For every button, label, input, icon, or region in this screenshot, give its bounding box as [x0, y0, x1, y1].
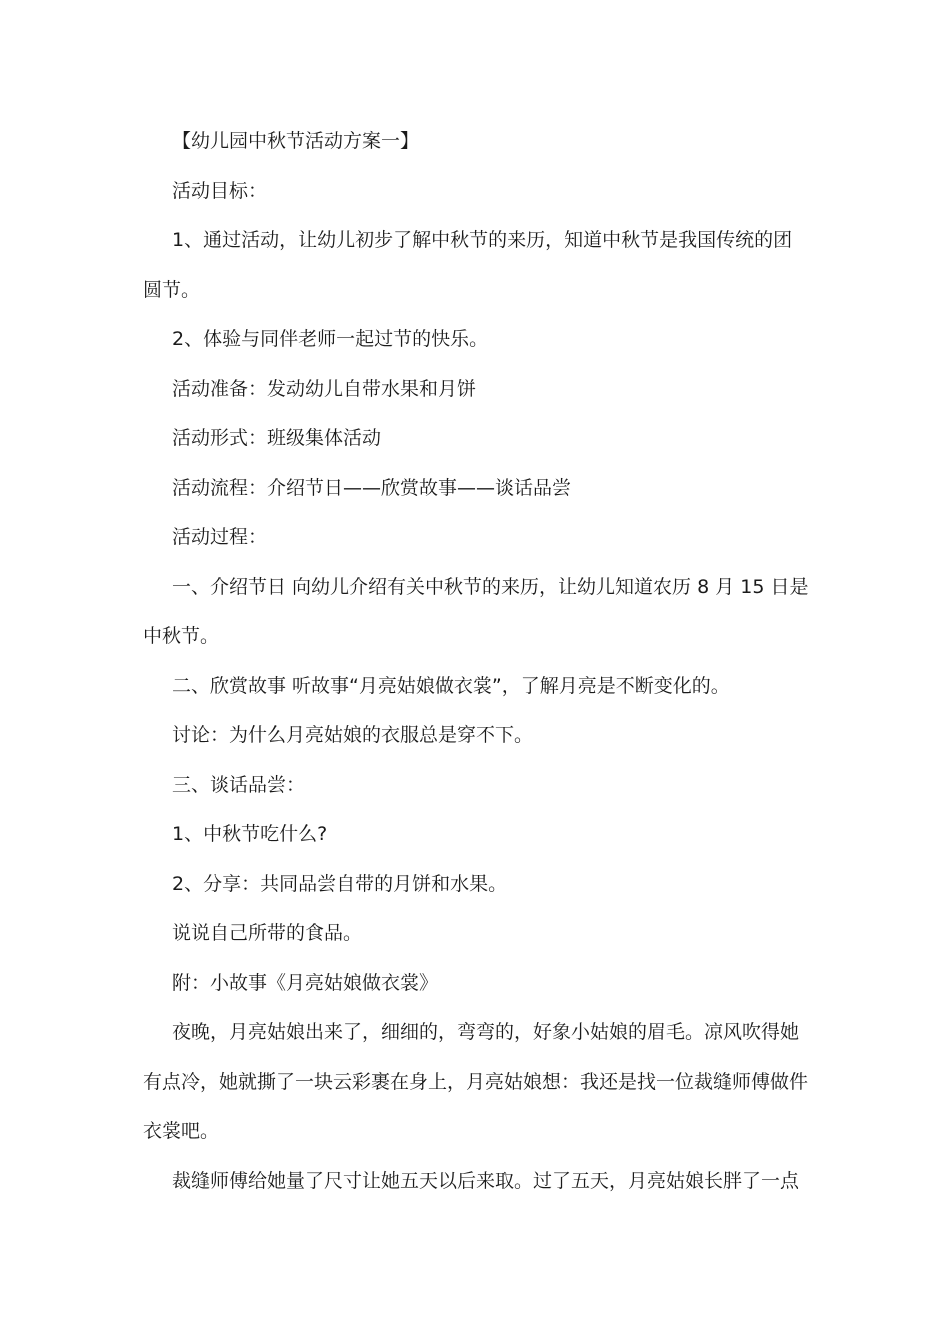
paragraph-flow: 活动流程：介绍节日——欣赏故事——谈话品尝	[172, 476, 572, 499]
document-title: 【幼儿园中秋节活动方案一】	[172, 130, 420, 152]
paragraph-step-2: 二、欣赏故事 听故事“月亮姑娘做衣裳”，了解月亮是不断变化的。	[172, 674, 730, 697]
document-body	[143, 117, 811, 1206]
paragraph-story-heading: 附：小故事《月亮姑娘做衣裳》	[172, 971, 439, 994]
paragraph-share-food: 说说自己所带的食品。	[172, 922, 363, 944]
paragraph-question-2: 2、分享：共同品尝自带的月饼和水果。	[172, 872, 508, 895]
paragraph-process-heading: 活动过程：	[172, 526, 268, 548]
paragraph-preparation: 活动准备：发动幼儿自带水果和月饼	[172, 377, 477, 400]
paragraph-step-1: 一、介绍节日 向幼儿介绍有关中秋节的来历，让幼儿知道农历 8 月 15 日是中秋节。	[143, 575, 809, 647]
paragraph-question-1: 1、中秋节吃什么?	[172, 823, 328, 845]
paragraph-story-2: 裁缝师傅给她量了尺寸让她五天以后来取。过了五天，月亮姑娘长胖了一点	[172, 1169, 800, 1192]
paragraph-discussion: 讨论：为什么月亮姑娘的衣服总是穿不下。	[172, 724, 534, 746]
paragraph-step-3: 三、谈话品尝：	[172, 773, 306, 796]
paragraph-goal-1: 1、通过活动，让幼儿初步了解中秋节的来历，知道中秋节是我国传统的团圆节。	[143, 229, 793, 301]
paragraph-activity-goals-heading: 活动目标：	[172, 179, 268, 202]
paragraph-goal-2: 2、体验与同伴老师一起过节的快乐。	[172, 328, 489, 350]
paragraph-format: 活动形式：班级集体活动	[172, 427, 382, 449]
paragraph-story-1: 夜晚，月亮姑娘出来了，细细的，弯弯的，好象小姑娘的眉毛。凉风吹得她有点冷，她就撕了一块云彩裹在身上，月亮姑娘想：我还是找一位裁缝师傅做件衣裳吧。	[143, 1021, 809, 1142]
